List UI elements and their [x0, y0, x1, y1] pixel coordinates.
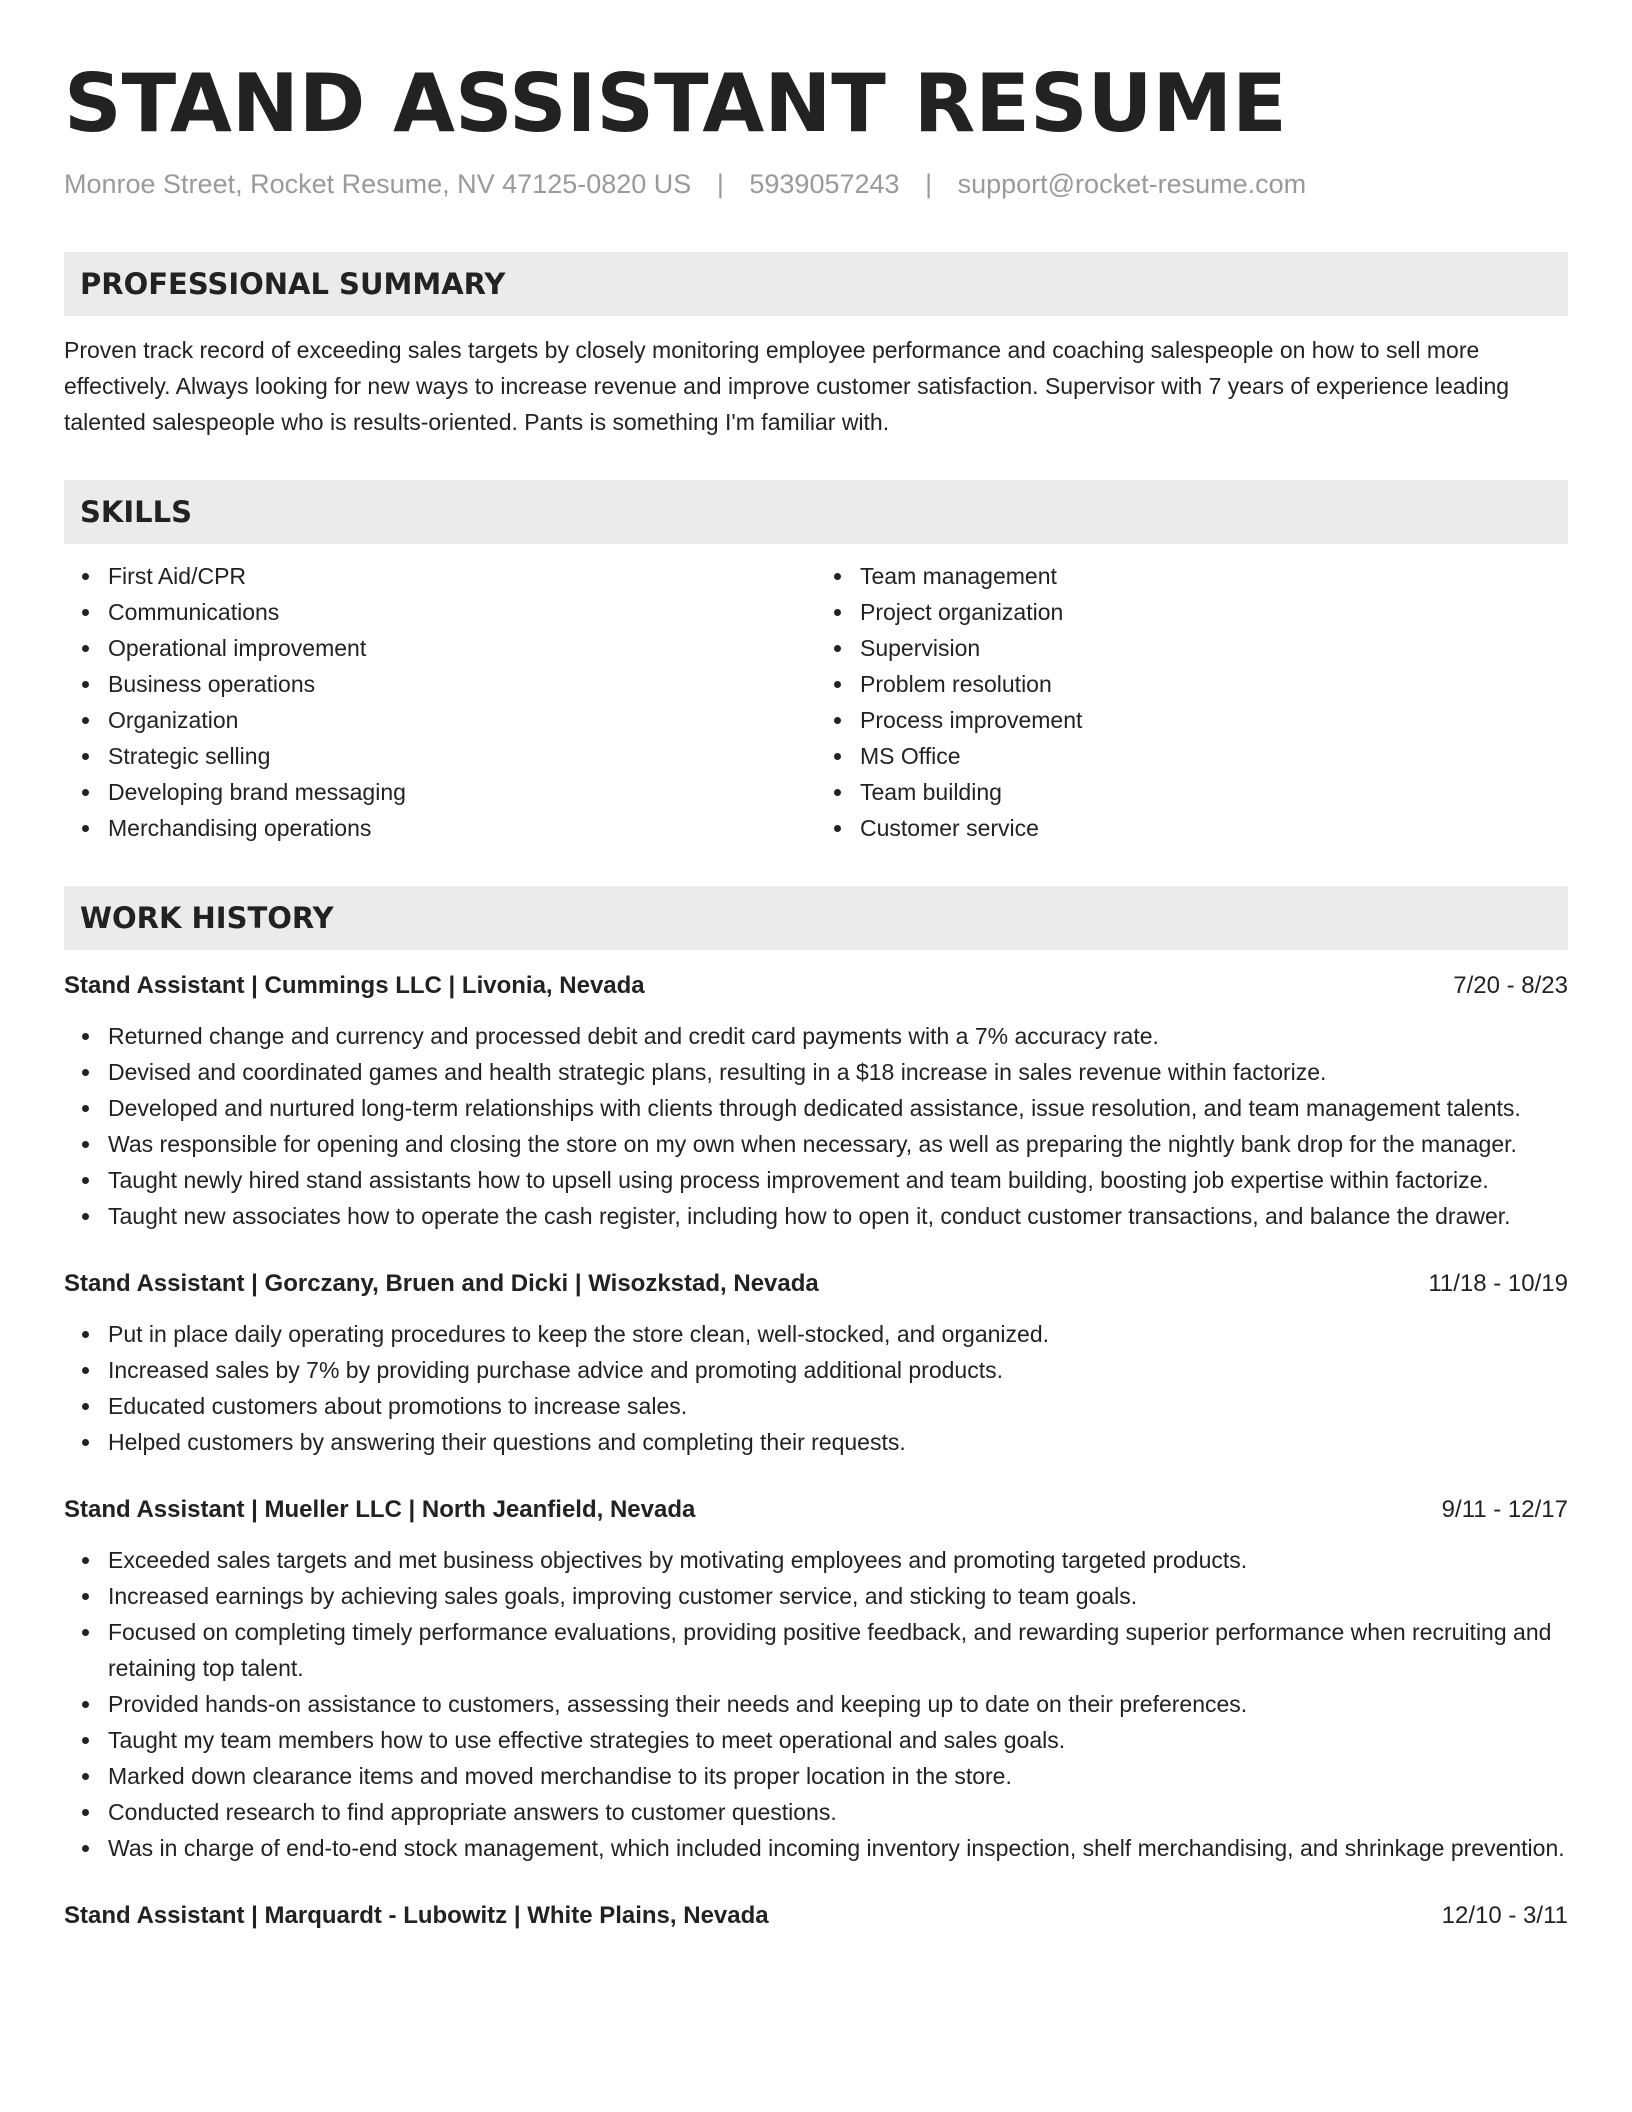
job-title: Stand Assistant | Mueller LLC | North Jeanfield, Nevada [64, 1496, 696, 1523]
skill-item: MS Office [860, 738, 1568, 774]
job-bullet: Educated customers about promotions to increase sales. [108, 1388, 1568, 1424]
skills-list [64, 558, 1568, 846]
job-header [64, 1266, 1568, 1302]
skills-heading: SKILLS [64, 480, 1568, 544]
job-bullets [64, 1018, 1568, 1234]
contact-separator: | [925, 169, 933, 199]
contact-email: support@rocket-resume.com [957, 169, 1307, 199]
contact-line [64, 166, 1568, 202]
job-bullet: Was in charge of end-to-end stock management, which included incoming inventory inspection, shelf merchandising, and shrinkage prevention. [108, 1830, 1568, 1866]
job-bullet: Marked down clearance items and moved merchandise to its proper location in the store. [108, 1758, 1568, 1794]
job-header [64, 1898, 1568, 1934]
job-bullet: Conducted research to find appropriate answers to customer questions. [108, 1794, 1568, 1830]
job-bullet: Helped customers by answering their questions and completing their requests. [108, 1424, 1568, 1460]
job-bullet: Taught new associates how to operate the cash register, including how to open it, conduct customer transactions, and balance the drawer. [108, 1198, 1568, 1234]
job-title: Stand Assistant | Marquardt - Lubowitz | White Plains, Nevada [64, 1902, 769, 1929]
work-history-heading: WORK HISTORY [64, 886, 1568, 950]
contact-separator: | [716, 169, 724, 199]
skill-item: Merchandising operations [108, 810, 816, 846]
skill-item: Communications [108, 594, 816, 630]
skill-item: Process improvement [860, 702, 1568, 738]
job-bullet: Taught newly hired stand assistants how to upsell using process improvement and team building, boosting job expertise within factorize. [108, 1162, 1568, 1198]
skill-item: Developing brand messaging [108, 774, 816, 810]
job-bullet: Increased sales by 7% by providing purchase advice and promoting additional products. [108, 1352, 1568, 1388]
job-bullet: Taught my team members how to use effective strategies to meet operational and sales goals. [108, 1722, 1568, 1758]
job-entry [64, 1266, 1568, 1460]
skill-item: Operational improvement [108, 630, 816, 666]
job-header [64, 1492, 1568, 1528]
skill-item: First Aid/CPR [108, 558, 816, 594]
contact-address: Monroe Street, Rocket Resume, NV 47125-0820 US [64, 169, 692, 199]
job-dates: 9/11 - 12/17 [1441, 1496, 1568, 1523]
job-bullets [64, 1542, 1568, 1866]
job-title: Stand Assistant | Gorczany, Bruen and Dicki | Wisozkstad, Nevada [64, 1270, 819, 1297]
job-entry [64, 968, 1568, 1234]
job-dates: 11/18 - 10/19 [1428, 1270, 1568, 1297]
job-bullet: Was responsible for opening and closing the store on my own when necessary, as well as preparing the nightly bank drop for the manager. [108, 1126, 1568, 1162]
contact-phone: 5939057243 [749, 169, 900, 199]
job-dates: 7/20 - 8/23 [1453, 972, 1568, 999]
job-title: Stand Assistant | Cummings LLC | Livonia, Nevada [64, 972, 645, 999]
job-bullets [64, 1316, 1568, 1460]
skill-item: Team management [860, 558, 1568, 594]
job-bullet: Put in place daily operating procedures to keep the store clean, well-stocked, and organized. [108, 1316, 1568, 1352]
summary-text: Proven track record of exceeding sales targets by closely monitoring employee performance and coaching salespeople on how to sell more effectively. Always looking for new ways to increase revenue and improve customer satisfaction. Supervisor with 7 years of experience leading talented salespeople who is results-oriented. Pants is something I'm familiar with. [64, 337, 1510, 435]
job-bullet: Devised and coordinated games and health strategic plans, resulting in a $18 increase in sales revenue within factorize. [108, 1054, 1568, 1090]
resume-title: STAND ASSISTANT RESUME [64, 57, 1287, 150]
job-bullet: Exceeded sales targets and met business objectives by motivating employees and promoting targeted products. [108, 1542, 1568, 1578]
job-dates: 12/10 - 3/11 [1441, 1902, 1568, 1929]
skill-item: Organization [108, 702, 816, 738]
job-bullet: Focused on completing timely performance evaluations, providing positive feedback, and rewarding superior performance when recruiting and retaining top talent. [108, 1614, 1568, 1686]
job-bullet: Provided hands-on assistance to customers, assessing their needs and keeping up to date on their preferences. [108, 1686, 1568, 1722]
skill-item: Business operations [108, 666, 816, 702]
job-bullet: Returned change and currency and processed debit and credit card payments with a 7% accuracy rate. [108, 1018, 1568, 1054]
skill-item: Project organization [860, 594, 1568, 630]
skill-item: Problem resolution [860, 666, 1568, 702]
skill-item: Supervision [860, 630, 1568, 666]
summary-heading: PROFESSIONAL SUMMARY [64, 252, 1568, 316]
skill-item: Customer service [860, 810, 1568, 846]
job-entry [64, 1898, 1568, 1934]
skills-column-left [64, 558, 816, 846]
job-bullet: Increased earnings by achieving sales goals, improving customer service, and sticking to team goals. [108, 1578, 1568, 1614]
job-bullet: Developed and nurtured long-term relationships with clients through dedicated assistance, issue resolution, and team management talents. [108, 1090, 1568, 1126]
job-header [64, 968, 1568, 1004]
skill-item: Strategic selling [108, 738, 816, 774]
skill-item: Team building [860, 774, 1568, 810]
skills-column-right [816, 558, 1568, 846]
job-entry [64, 1492, 1568, 1866]
